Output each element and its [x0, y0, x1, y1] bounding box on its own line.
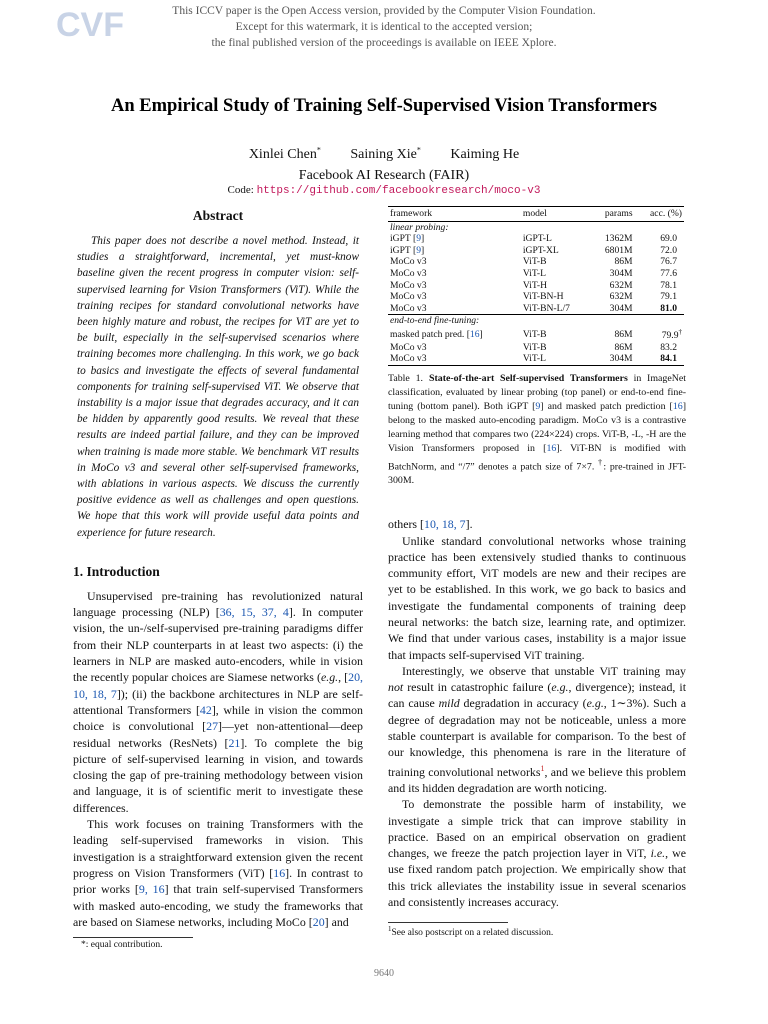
table-header-row — [388, 207, 684, 222]
citation-link[interactable]: 21 — [228, 735, 241, 750]
cell-acc: 81.0 — [660, 302, 677, 314]
citation-link[interactable]: 16 — [273, 865, 286, 880]
cell-params: 304M — [609, 302, 633, 314]
footnote-marker[interactable]: 1 — [540, 763, 545, 773]
cell-acc: 76.7 — [660, 256, 677, 268]
svg-text:CVF: CVF — [56, 6, 124, 40]
cell-params: 632M — [609, 279, 633, 291]
author-3: Kaiming He — [450, 146, 520, 162]
cell-acc: 84.1 — [660, 353, 677, 365]
col-header-acc: acc. (%) — [650, 208, 682, 219]
citation-link[interactable]: 20 — [312, 914, 325, 929]
cell-framework: MoCo v3 — [390, 256, 427, 268]
cell-params: 86M — [614, 328, 633, 340]
cell-model: ViT-BN-H — [522, 291, 564, 303]
affiliation: Facebook AI Research (FAIR) — [298, 167, 470, 183]
table-row — [388, 303, 684, 315]
cell-params: 632M — [609, 291, 633, 303]
watermark — [0, 3, 768, 51]
citation-link[interactable]: 9 — [416, 244, 422, 256]
fine-tuning-panel — [388, 315, 684, 366]
cell-model: ViT-L — [522, 353, 546, 365]
footnote-rule — [73, 937, 193, 938]
citation-link[interactable]: 27 — [206, 719, 219, 734]
intro-heading: 1. Introduction — [73, 563, 160, 579]
code-label: Code: — [227, 184, 254, 196]
table-row — [388, 342, 684, 354]
intro-paragraph-2: This work focuses on training Transformers with the leading self-supervised frameworks in vision. This investigation is a straightforward extension given the recent progress on Vision Transformers (ViT) [16]. In contrast to prior works [9, 16] that train self-supervised Transformers with masked auto-encoding, we study the frameworks that are based on Siamese networks, including MoCo [20] and — [73, 817, 364, 929]
citation-link[interactable]: 9, 16 — [138, 882, 165, 897]
cell-framework: masked patch pred. [16] — [390, 328, 483, 340]
cell-params: 6801M — [604, 244, 633, 256]
col-header-params: params — [604, 208, 633, 219]
cell-params: 86M — [614, 256, 633, 268]
cell-framework: MoCo v3 — [390, 341, 427, 353]
cell-framework: MoCo v3 — [390, 279, 427, 291]
table-row — [388, 327, 684, 342]
citation-link[interactable]: 16 — [546, 442, 557, 454]
code-link[interactable]: https://github.com/facebookresearch/moco-v3 — [256, 185, 541, 197]
author-2: Saining Xie* — [350, 145, 421, 162]
cell-model: iGPT-L — [522, 233, 552, 245]
cell-framework: MoCo v3 — [390, 291, 427, 303]
cell-params: 304M — [609, 267, 633, 279]
page-number: 9640 — [374, 968, 394, 979]
cell-params: 86M — [614, 341, 633, 353]
right-column — [388, 206, 686, 938]
cell-framework: MoCo v3 — [390, 353, 427, 365]
paper-title: An Empirical Study of Training Self-Supervised Vision Transformers — [111, 96, 657, 116]
citation-link[interactable]: 9 — [416, 233, 422, 245]
linear-probing-panel — [388, 221, 684, 315]
cell-params: 304M — [609, 353, 633, 365]
right-paragraph-2: Interestingly, we observe that unstable ViT training may not result in catastrophic failure (e.g., divergence); instead, it can cause mild degradation in accuracy (e.g., 1∼3%). Such a degree of degradation may not be noticeable, unless a more stable counterpart is available for comparison. To the best of our knowledge, this phenomena is rare in the literature of training convolutional networks$^1$, and we believe this problem and its hidden degradation are worth noticing. — [388, 663, 687, 795]
left-column — [73, 208, 363, 950]
abstract-heading: Abstract — [192, 208, 244, 223]
cell-model: ViT-B — [522, 341, 547, 353]
footnote-rule — [388, 922, 508, 923]
watermark-line-1: This ICCV paper is the Open Access version, provided by the Computer Vision Foundation. — [172, 5, 596, 17]
col-header-model: model — [522, 208, 547, 219]
table-row — [388, 233, 684, 245]
cell-model: ViT-B — [522, 256, 547, 268]
watermark-line-2: Except for this watermark, it is identical to the accepted version; — [235, 21, 533, 33]
cell-model: ViT-BN-L/7 — [522, 302, 570, 314]
table-row — [388, 256, 684, 268]
table-caption: Table 1. State-of-the-art Self-supervised Transformers in ImageNet classification, evaluated by linear probing (top panel) or end-to-end fine-tuning (bottom panel). Both iGPT [9] and masked patch prediction [16] belong to the masked auto-encoding paradigm. MoCo v3 is a contrastive learning method that compares two (224×224) crops. ViT-B, -L, -H are the Vision Transformers proposed in [16]. ViT-BN is modified with BatchNorm, and “/7” denotes a patch size of 7×7. †: pre-trained in JFT-300M. — [388, 372, 687, 487]
right-paragraph-1: Unlike standard convolutional networks whose training practice has been extensively studied thanks to continuous community effort, ViT models are new and their recipes are yet to be established. In this work, we go back to basics and investigate the fundamental components of training deep neural networks: the batch size, learning rate, and optimizer. We find that under various cases, instability is a major issue that impacts self-supervised ViT training. — [388, 533, 686, 662]
col-header-framework: framework — [390, 208, 433, 219]
right-paragraph-3: To demonstrate the possible harm of instability, we investigate a simple trick that can improve stability in practice. Based on an empirical observation on gradient changes, we freeze the patch projection layer in ViT, i.e., we use fixed random patch projection. We empirically show that this trick alleviates the instability issue in several scenarios and consistently increases accuracy. — [388, 797, 686, 909]
cell-framework: iGPT [9] — [390, 233, 425, 245]
code-line — [0, 184, 768, 197]
cell-acc: 79.1 — [660, 291, 677, 303]
cell-model: ViT-B — [522, 328, 547, 340]
cell-framework: MoCo v3 — [390, 267, 427, 279]
cell-params: 1362M — [604, 233, 633, 245]
cell-framework: MoCo v3 — [390, 302, 427, 314]
citation-link[interactable]: 10, 18, 7 — [424, 517, 466, 532]
watermark-line-3: the final published version of the proceedings is available on IEEE Xplore. — [211, 37, 557, 49]
equal-contribution-footnote: *: equal contribution. — [81, 940, 163, 951]
table-row — [388, 353, 684, 365]
table-row — [388, 280, 684, 292]
citation-link[interactable]: 42 — [199, 702, 212, 717]
authors-block — [0, 139, 768, 186]
citation-link[interactable]: 16 — [469, 328, 480, 340]
abstract-text: This paper does not describe a novel method. Instead, it studies a straightforward, incremental, yet must-know baseline given the recent progress in computer vision: self-supervised learning for Vision Transformers (ViT). While the training recipes for standard convolutional networks have been highly mature and robust, the recipes for ViT are yet to be built, especially in the self-supervised scenarios where training becomes more challenging. In this work, we go back to basics and investigate the effects of several fundamental components for training self-supervised ViT. We observe that instability is a major issue that degrades accuracy, and it can be hidden by apparently good results. We reveal that these results are indeed partial failure, and they can be improved when training is made more stable. We benchmark ViT results in MoCo v3 and several other self-supervised frameworks, with ablations in various aspects. We discuss the currently positive evidence as well as challenges and open questions. We hope that this work will provide useful data points and experience for future research. — [77, 235, 359, 539]
postscript-footnote: $^1$See also postscript on a related discussion. — [388, 925, 554, 939]
citation-link[interactable]: 20, 10, 18, 7 — [73, 670, 363, 701]
citation-link[interactable]: 9 — [535, 400, 541, 412]
table-row — [388, 291, 684, 303]
citation-link[interactable]: 36, 15, 37, 4 — [219, 605, 289, 620]
results-table — [388, 206, 684, 366]
cell-acc: 83.2 — [660, 341, 677, 353]
cell-framework: iGPT [9] — [390, 244, 425, 256]
cell-model: ViT-H — [522, 279, 547, 291]
cell-model: iGPT-XL — [522, 244, 559, 256]
cell-acc: 69.0 — [660, 233, 677, 245]
citation-link[interactable]: 16 — [672, 400, 683, 412]
right-paragraph-0: others [10, 18, 7]. — [388, 517, 473, 532]
cell-acc: 72.0 — [660, 244, 677, 256]
cell-acc: 78.1 — [660, 279, 677, 291]
cell-model: ViT-L — [522, 267, 546, 279]
intro-paragraph-1: Unsupervised pre-training has revolutionized natural language processing (NLP) [36, 15, 37, 4]. In computer vision, the un-/self-supervised pre-training paradigms differ from their NLP counterparts in at least two aspects: (i) the learners in NLP are masked auto-encoders, while in vision the recently popular choices are Siamese networks (e.g., [20, 10, 18, 7]); (ii) the backbone architectures in NLP are self-attentional Transformers [42], while in vision the common choice is convolutional [27]—yet non-attentional—deep residual networks (ResNets) [21]. To complete the big picture of self-supervised learning in vision, and towards closing the gap of pre-training methodology between vision and language, it is of scientific merit to investigate these differences. — [73, 588, 363, 815]
cell-acc: 79.9† — [661, 327, 682, 342]
cell-acc: 77.6 — [660, 267, 677, 279]
table-row — [388, 245, 684, 257]
panel-label-row: end-to-end fine-tuning: — [388, 315, 684, 327]
author-1: Xinlei Chen* — [248, 145, 321, 162]
panel-label-row: linear probing: — [390, 221, 449, 233]
table-row — [388, 268, 684, 280]
